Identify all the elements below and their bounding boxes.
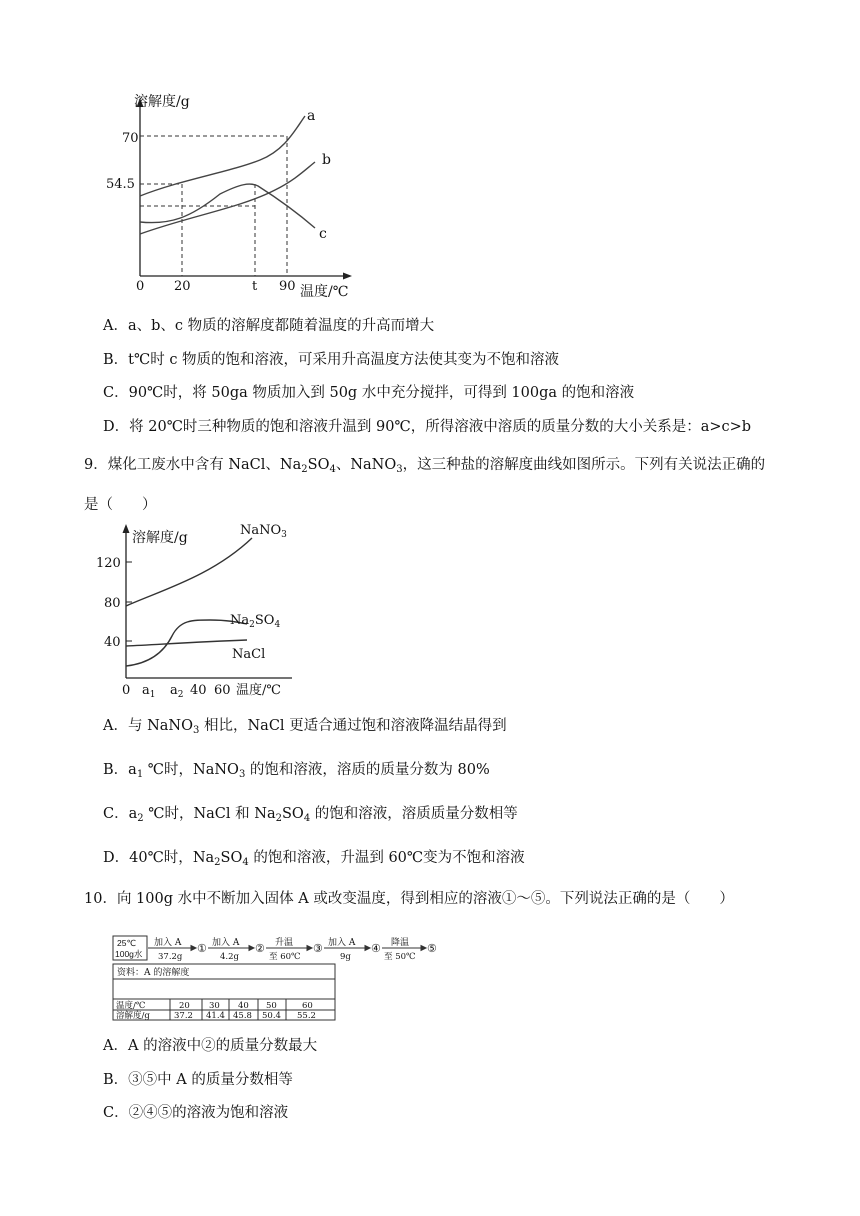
label-c: c: [319, 226, 327, 242]
temp-30: 30: [209, 1001, 220, 1011]
temp-20: 20: [179, 1001, 190, 1011]
temp-50: 50: [266, 1001, 277, 1011]
chart1-xlabel: 温度/℃: [300, 284, 349, 300]
curve-nano3: [126, 538, 252, 606]
chart1-xtick-0: 0: [136, 279, 145, 294]
y-axis-arrow: [123, 524, 130, 533]
flow-step2-top: 加入 A: [212, 938, 240, 948]
x-axis-arrow: [343, 273, 352, 280]
label-b: b: [322, 152, 331, 168]
curve-nacl: [126, 640, 247, 646]
q9-option-a: A．与 NaNO$_3$ 相比，NaCl 更适合通过饱和溶液降温结晶得到: [103, 718, 507, 736]
flow-result-4: ④: [371, 942, 381, 955]
sol-30: 41.4: [206, 1011, 225, 1021]
temp-40: 40: [238, 1001, 249, 1011]
xtick-60: 60: [214, 683, 231, 698]
flow-step5-top: 降温: [391, 938, 410, 948]
label-a: a: [307, 108, 316, 124]
q10-flow-diagram: [112, 934, 442, 1024]
ytick-120: 120: [96, 556, 121, 571]
ytick-80: 80: [104, 596, 121, 611]
ytick-40: 40: [104, 635, 121, 650]
chart1-xtick-t: t: [252, 279, 258, 294]
curve-b: [140, 162, 315, 234]
q8-option-d: D．将 20℃时三种物质的饱和溶液升温到 90℃，所得溶液中溶质的质量分数的大小关系是：a>c>b: [103, 419, 752, 435]
q8-option-a: A．a、b、c 物质的溶解度都随着温度的升高而增大: [103, 318, 435, 334]
xtick-a2: $a_2$: [170, 683, 184, 700]
q10-option-c: C．②④⑤的溶液为饱和溶液: [103, 1105, 289, 1121]
table-caption: 资料：A 的溶解度: [117, 968, 190, 978]
q9-stem: 9．煤化工废水中含有 NaCl、$Na_2SO_4$、NaNO$_3$，这三种盐的溶解度曲线如图所示。下列有关说法正确的: [84, 457, 766, 475]
sol-40: 45.8: [233, 1011, 252, 1021]
sol-50: 50.4: [262, 1011, 281, 1021]
xtick-40: 40: [190, 683, 207, 698]
flow-result-5: ⑤: [427, 942, 437, 955]
q10-stem: 10．向 100g 水中不断加入固体 A 或改变温度，得到相应的溶液①～⑤。下列说法正确的是（ ）: [84, 891, 734, 907]
xtick-0: 0: [122, 683, 131, 698]
sol-20: 37.2: [174, 1011, 193, 1021]
xtick-a1: $a_1$: [142, 683, 156, 700]
flow-result-3: ③: [313, 942, 323, 955]
chart1-xtick-20: 20: [174, 279, 191, 294]
flow-result-2: ②: [255, 942, 265, 955]
table-row1-label: 温度/℃: [116, 1001, 146, 1011]
chart1-ytick-54-5: 54.5: [106, 177, 135, 192]
flow-step1-top: 加入 A: [154, 938, 182, 948]
flow-step3-top: 升温: [275, 938, 294, 948]
q10-option-b: B．③⑤中 A 的质量分数相等: [103, 1072, 293, 1088]
temp-60: 60: [302, 1001, 313, 1011]
label-nacl: NaCl: [232, 647, 266, 662]
chart1-ytick-70: 70: [122, 131, 139, 146]
flow-step4-bottom: 9g: [340, 952, 351, 962]
flow-step3-bottom: 至 60℃: [269, 952, 301, 962]
q8-option-b: B．t℃时 c 物质的饱和溶液，可采用升高温度方法使其变为不饱和溶液: [103, 352, 560, 368]
solubility-chart-abc: [100, 90, 370, 310]
flow-start-line1: 25℃: [117, 938, 137, 948]
sol-60: 55.2: [297, 1011, 316, 1021]
chart2-xlabel: 温度/℃: [236, 683, 281, 698]
q9-option-b: B．$a_1$ ℃时，NaNO$_3$ 的饱和溶液，溶质的质量分数为 80%: [103, 762, 490, 780]
label-na2so4: $Na_2SO_4$: [230, 613, 281, 630]
q9-stem-line2: 是（ ）: [84, 497, 157, 513]
flow-step1-bottom: 37.2g: [158, 952, 183, 962]
chart2-ylabel: 溶解度/g: [132, 530, 188, 546]
flow-step5-bottom: 至 50℃: [384, 952, 416, 962]
flow-step2-bottom: 4.2g: [220, 952, 239, 962]
q10-option-a: A．A 的溶液中②的质量分数最大: [103, 1038, 318, 1054]
q8-option-c: C．90℃时，将 50ga 物质加入到 50g 水中充分搅拌，可得到 100ga 的饱和溶液: [103, 385, 635, 401]
label-nano3: NaNO$_3$: [240, 523, 287, 540]
flow-step4-top: 加入 A: [328, 938, 356, 948]
flow-start-line2: 100g水: [115, 949, 143, 959]
flow-result-1: ①: [197, 942, 207, 955]
q9-option-c: C．$a_2$ ℃时，NaCl 和 $Na_2SO_4$ 的饱和溶液，溶质质量分数相等: [103, 806, 518, 824]
chart1-ylabel: 溶解度/g: [134, 94, 190, 110]
q9-option-d: D．40℃时，$Na_2SO_4$ 的饱和溶液，升温到 60℃变为不饱和溶液: [103, 850, 525, 868]
table-row2-label: 溶解度/g: [116, 1011, 150, 1021]
solubility-chart-salts: [92, 516, 302, 704]
chart1-xtick-90: 90: [279, 279, 296, 294]
